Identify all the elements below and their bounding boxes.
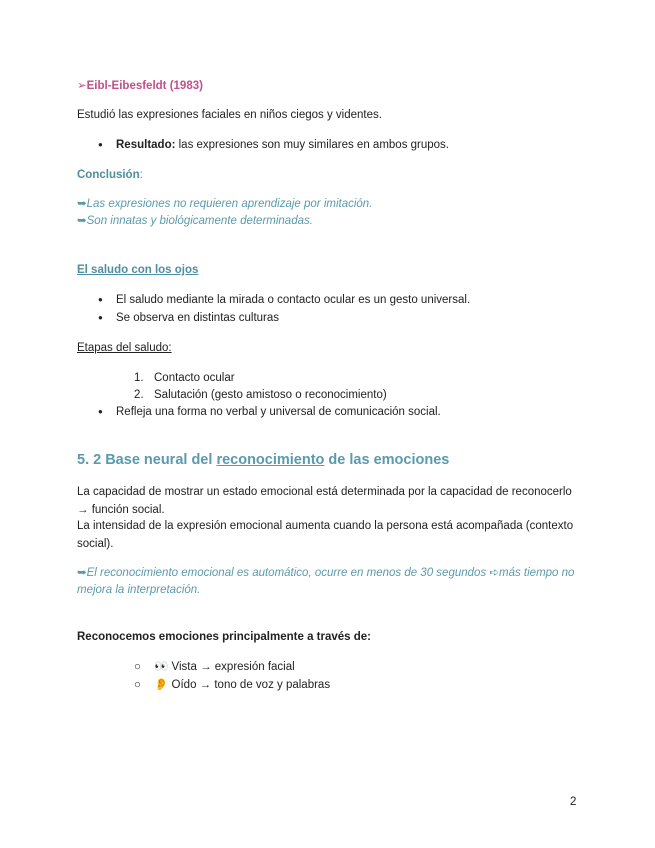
stage-number-2: 2. [134, 389, 144, 401]
stage-text-1: Contacto ocular [154, 372, 235, 384]
stage-number-1: 1. [134, 372, 144, 384]
section-title-suffix: de las emociones [324, 452, 450, 468]
sense-text-vista: → expresión facial [196, 661, 295, 673]
bullet-marker: ● [98, 295, 103, 304]
senses-heading: Reconocemos emociones principalmente a través de: [77, 631, 371, 643]
saludo-heading: El saludo con los ojos [77, 264, 199, 276]
section-note-line-2: mejora la interpretación. [77, 584, 201, 596]
result-label: Resultado: [116, 139, 176, 151]
eibl-heading: ➢Eibl-Eibesfeldt (1983) [77, 80, 203, 92]
bullet-marker: ● [98, 313, 103, 322]
stages-label: Etapas del saludo: [77, 342, 172, 354]
saludo-bullet-1: El saludo mediante la mirada o contacto ocular es un gesto universal. [116, 294, 471, 306]
final-bullet: Refleja una forma no verbal y universal de comunicación social. [116, 406, 441, 418]
section-paragraph-1: La capacidad de mostrar un estado emocional está determinada por la capacidad de reconocerlo → función social. [77, 486, 572, 516]
eyes-icon: 👀 [154, 661, 169, 673]
result-text: las expresiones son muy similares en ambos grupos. [175, 139, 449, 151]
sense-label-vista: Vista [171, 661, 197, 673]
section-title-prefix: 5. 2 Base neural del [77, 452, 217, 468]
section-title-link: reconocimiento [216, 452, 325, 468]
saludo-bullet-2: Se observa en distintas culturas [116, 312, 280, 324]
conclusion-colon: : [139, 169, 143, 181]
bullet-marker: ● [98, 407, 103, 416]
eibl-intro: Estudió las expresiones faciales en niños ciegos y videntes. [77, 109, 382, 121]
result-line [116, 137, 449, 153]
sense-label-oido: Oído [171, 679, 197, 691]
conclusion-line-2: ➥Son innatas y biológicamente determinadas. [77, 215, 313, 227]
sense-marker-2: ○ [134, 679, 141, 691]
ear-icon: 👂 [154, 679, 169, 691]
bullet-marker: ● [98, 140, 103, 149]
conclusion-line-1: ➥Las expresiones no requieren aprendizaje por imitación. [77, 198, 373, 210]
conclusion-label: Conclusión [77, 169, 140, 181]
page-number: 2 [570, 796, 577, 808]
sense-item-oido [154, 677, 330, 693]
section-note-line-1: ➥El reconocimiento emocional es automático, ocurre en menos de 30 segundos ➪más tiempo no [77, 567, 575, 579]
section-paragraph-2: La intensidad de la expresión emocional aumenta cuando la persona está acompañada (contexto social). [77, 520, 574, 550]
sense-marker-1: ○ [134, 661, 141, 673]
sense-item-vista [154, 659, 295, 675]
stage-text-2: Salutación (gesto amistoso o reconocimiento) [154, 389, 387, 401]
section-title [77, 451, 449, 469]
sense-text-oido: → tono de voz y palabras [196, 679, 331, 691]
conclusion-heading [77, 167, 143, 183]
